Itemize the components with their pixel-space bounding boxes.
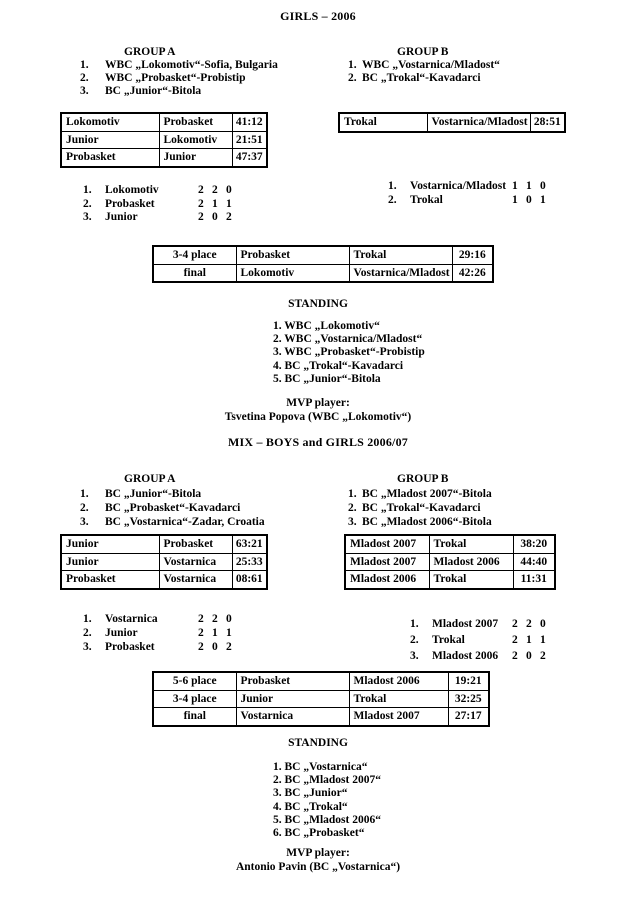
- result-row: [61, 571, 267, 589]
- score-cell: 21:51: [232, 131, 267, 149]
- result-row: [61, 113, 267, 131]
- item-number: 1.: [80, 488, 89, 500]
- home-team-cell: Junior: [61, 535, 159, 553]
- home-team-cell: Trokal: [339, 113, 427, 132]
- rank: 3.: [83, 211, 92, 223]
- wins: 1: [526, 180, 532, 192]
- team-name: Mladost 2006: [432, 650, 499, 662]
- team-name: Vostarnica: [105, 613, 158, 625]
- score-cell: 63:21: [232, 535, 267, 553]
- score-cell: 38:20: [513, 535, 555, 553]
- team-name: BC „Junior“-Bitola: [105, 488, 202, 500]
- team-name: BC „Mladost 2006“-Bitola: [362, 516, 492, 528]
- standings-row: [83, 640, 240, 654]
- mix-standing-list: [273, 761, 381, 840]
- result-row: [61, 131, 267, 149]
- home-team-cell: Probasket: [61, 571, 159, 589]
- team-list-item: [80, 59, 278, 72]
- wins: 2: [212, 613, 218, 625]
- games-played: 2: [198, 184, 204, 196]
- item-number: 3.: [80, 85, 89, 97]
- team-name: Probasket: [105, 641, 155, 653]
- result-row: [61, 149, 267, 167]
- away-team-cell: Vostarnica/Mladost: [427, 113, 530, 132]
- games-played: 1: [512, 180, 518, 192]
- mix-mvp-block: [0, 847, 636, 874]
- team-name: BC „Probasket“-Kavadarci: [105, 502, 241, 514]
- result-row: [345, 535, 555, 553]
- standing-item: 4. BC „Trokal“-Kavadarci: [273, 359, 404, 372]
- mvp-player: Antonio Pavin (BC „Vostarnica“): [235, 860, 401, 873]
- rank: 3.: [410, 650, 419, 662]
- standing-item: 5. BC „Mladost 2006“: [273, 813, 381, 826]
- playoff-row: [153, 264, 493, 282]
- stage-cell: 5-6 place: [153, 672, 236, 690]
- mix-group-a-block: [80, 472, 265, 529]
- standings-row: [410, 648, 554, 664]
- girls-group-b-block: [348, 46, 500, 85]
- mix-group-b-heading: GROUP B: [397, 473, 449, 485]
- team-list-item: [348, 501, 492, 515]
- rank: 1.: [83, 613, 92, 625]
- mix-section-title: MIX – BOYS and GIRLS 2006/07: [228, 435, 408, 449]
- standings-row: [83, 198, 240, 212]
- home-team-cell: Mladost 2007: [345, 553, 429, 571]
- item-number: 2.: [348, 502, 357, 514]
- standing-item: 1. BC „Vostarnica“: [273, 761, 368, 773]
- item-number: 2.: [80, 502, 89, 514]
- item-number: 2.: [348, 72, 357, 84]
- away-team-cell: Trokal: [349, 246, 452, 264]
- team-name: Trokal: [410, 193, 443, 206]
- away-team-cell: Probasket: [159, 535, 232, 553]
- games-played: 2: [512, 650, 518, 662]
- team-name: Junior: [105, 211, 138, 223]
- rank: 2.: [83, 197, 92, 210]
- mix-group-b-results-table: [344, 534, 556, 590]
- mix-group-b-block: [348, 472, 492, 529]
- score-cell: 25:33: [232, 553, 267, 571]
- home-team-cell: Mladost 2006: [345, 571, 429, 589]
- away-team-cell: Mladost 2006: [349, 672, 448, 690]
- standing-item: 6. BC „Probasket“: [273, 827, 365, 840]
- mvp-player: Tsvetina Popova (WBC „Lokomotiv“): [224, 410, 412, 423]
- rank: 1.: [388, 180, 397, 192]
- team-list-item: [80, 85, 278, 98]
- girls-group-b-standings: [388, 180, 554, 207]
- home-team-cell: Vostarnica: [236, 708, 349, 726]
- games-played: 2: [198, 613, 204, 625]
- mix-group-a-results-table: [60, 534, 268, 590]
- score-cell: 27:17: [448, 708, 489, 726]
- team-list-item: [80, 501, 265, 515]
- losses: 1: [226, 197, 232, 210]
- team-list-item: [80, 72, 278, 85]
- rank: 3.: [83, 641, 92, 653]
- rank: 2.: [83, 627, 92, 639]
- away-team-cell: Vostarnica: [159, 571, 232, 589]
- girls-group-a-standings: [83, 184, 240, 225]
- girls-group-b-results-table: [338, 112, 566, 133]
- wins: 1: [212, 627, 218, 639]
- playoff-row: [153, 708, 489, 726]
- home-team-cell: Mladost 2007: [345, 535, 429, 553]
- standings-row: [83, 211, 240, 225]
- score-cell: 41:12: [232, 113, 267, 131]
- girls-standing-list: [273, 320, 425, 386]
- losses: 0: [226, 613, 232, 625]
- result-row: [345, 571, 555, 589]
- home-team-cell: Junior: [236, 690, 349, 708]
- away-team-cell: Trokal: [429, 571, 513, 589]
- games-played: 2: [198, 627, 204, 639]
- score-cell: 28:51: [530, 113, 565, 132]
- standings-row: [388, 194, 554, 208]
- team-name: BC „Trokal“-Kavadarci: [362, 72, 481, 84]
- away-team-cell: Probasket: [159, 113, 232, 131]
- rank: 2.: [410, 634, 419, 646]
- standings-row: [388, 180, 554, 194]
- standing-item: 5. BC „Junior“-Bitola: [273, 372, 381, 385]
- losses: 0: [226, 184, 232, 196]
- team-name: WBC „Vostarnica/Mladost“: [362, 59, 500, 71]
- standing-item: 3. BC „Junior“: [273, 787, 348, 800]
- item-number: 1.: [348, 488, 357, 500]
- standings-row: [83, 184, 240, 198]
- standing-item: 3. WBC „Probasket“-Probistip: [273, 346, 425, 359]
- result-row: [61, 553, 267, 571]
- losses: 1: [540, 193, 546, 206]
- wins: 1: [526, 634, 532, 646]
- losses: 0: [540, 618, 546, 630]
- team-name: BC „Trokal“-Kavadarci: [362, 502, 481, 514]
- wins: 0: [526, 193, 532, 206]
- item-number: 3.: [80, 516, 89, 528]
- team-name: Probasket: [105, 197, 155, 210]
- away-team-cell: Trokal: [429, 535, 513, 553]
- team-list-item: [80, 487, 265, 501]
- standing-item: 2. BC „Mladost 2007“: [273, 774, 381, 787]
- girls-standing-heading: STANDING: [288, 298, 348, 310]
- games-played: 2: [198, 211, 204, 223]
- losses: 1: [540, 634, 546, 646]
- item-number: 2.: [80, 72, 89, 84]
- girls-mvp-block: [0, 397, 636, 424]
- score-cell: 08:61: [232, 571, 267, 589]
- wins: 0: [212, 641, 218, 653]
- wins: 1: [212, 197, 218, 210]
- mix-group-a-standings: [83, 612, 240, 654]
- stage-cell: 3-4 place: [153, 690, 236, 708]
- standing-item: 4. BC „Trokal“: [273, 800, 348, 813]
- mix-playoff-table: [152, 671, 490, 727]
- rank: 2.: [388, 193, 397, 206]
- team-list-item: [80, 515, 265, 529]
- item-number: 3.: [348, 516, 357, 528]
- mix-group-a-heading: GROUP A: [124, 473, 176, 485]
- item-number: 1.: [348, 59, 357, 71]
- result-row: [339, 113, 565, 132]
- away-team-cell: Vostarnica: [159, 553, 232, 571]
- team-list-item: [348, 72, 500, 85]
- losses: 2: [226, 211, 232, 223]
- team-name: BC „Junior“-Bitola: [105, 85, 202, 97]
- home-team-cell: Probasket: [236, 672, 349, 690]
- result-row: [61, 535, 267, 553]
- games-played: 2: [198, 641, 204, 653]
- standings-row: [410, 616, 554, 632]
- home-team-cell: Junior: [61, 131, 159, 149]
- score-cell: 47:37: [232, 149, 267, 167]
- losses: 0: [540, 180, 546, 192]
- away-team-cell: Mladost 2006: [429, 553, 513, 571]
- losses: 2: [226, 641, 232, 653]
- standings-row: [83, 612, 240, 626]
- playoff-row: [153, 246, 493, 264]
- girls-group-b-heading: GROUP B: [397, 46, 449, 58]
- home-team-cell: Junior: [61, 553, 159, 571]
- score-cell: 32:25: [448, 690, 489, 708]
- wins: 2: [212, 184, 218, 196]
- stage-cell: 3-4 place: [153, 246, 236, 264]
- stage-cell: final: [153, 708, 236, 726]
- score-cell: 19:21: [448, 672, 489, 690]
- team-name: Mladost 2007: [432, 618, 499, 630]
- score-cell: 29:16: [452, 246, 493, 264]
- standings-row: [410, 632, 554, 648]
- team-name: Vostarnica/Mladost: [410, 180, 507, 192]
- home-team-cell: Probasket: [236, 246, 349, 264]
- score-cell: 42:26: [452, 264, 493, 282]
- team-name: Trokal: [432, 634, 465, 646]
- stage-cell: final: [153, 264, 236, 282]
- team-name: WBC „Probasket“-Probistip: [105, 72, 246, 84]
- wins: 0: [212, 211, 218, 223]
- standings-row: [83, 626, 240, 640]
- away-team-cell: Vostarnica/Mladost: [349, 264, 452, 282]
- away-team-cell: Lokomotiv: [159, 131, 232, 149]
- home-team-cell: Lokomotiv: [61, 113, 159, 131]
- losses: 2: [540, 650, 546, 662]
- games-played: 2: [198, 197, 204, 210]
- home-team-cell: Probasket: [61, 149, 159, 167]
- team-name: WBC „Lokomotiv“-Sofia, Bulgaria: [105, 59, 278, 71]
- team-name: Lokomotiv: [105, 184, 159, 196]
- team-name: Junior: [105, 627, 138, 639]
- score-cell: 44:40: [513, 553, 555, 571]
- losses: 1: [226, 627, 232, 639]
- wins: 0: [526, 650, 532, 662]
- team-list-item: [348, 515, 492, 529]
- girls-group-a-results-table: [60, 112, 268, 168]
- games-played: 2: [512, 618, 518, 630]
- team-list-item: [348, 487, 492, 501]
- score-cell: 11:31: [513, 571, 555, 589]
- away-team-cell: Junior: [159, 149, 232, 167]
- mvp-label: MVP player:: [286, 847, 350, 859]
- standing-item: 2. WBC „Vostarnica/Mladost“: [273, 333, 423, 346]
- girls-group-a-heading: GROUP A: [124, 46, 176, 58]
- away-team-cell: Mladost 2007: [349, 708, 448, 726]
- item-number: 1.: [80, 59, 89, 71]
- girls-playoff-table: [152, 245, 494, 283]
- mix-standing-heading: STANDING: [288, 737, 348, 749]
- playoff-row: [153, 690, 489, 708]
- girls-section-title: GIRLS – 2006: [280, 9, 356, 23]
- standing-item: 1. WBC „Lokomotiv“: [273, 320, 380, 332]
- team-name: BC „Vostarnica“-Zadar, Croatia: [105, 516, 265, 528]
- away-team-cell: Trokal: [349, 690, 448, 708]
- team-list-item: [348, 59, 500, 72]
- wins: 2: [526, 618, 532, 630]
- home-team-cell: Lokomotiv: [236, 264, 349, 282]
- team-name: BC „Mladost 2007“-Bitola: [362, 488, 492, 500]
- mvp-label: MVP player:: [286, 397, 350, 409]
- rank: 1.: [83, 184, 92, 196]
- games-played: 1: [512, 193, 518, 206]
- mix-group-b-standings: [410, 616, 554, 664]
- games-played: 2: [512, 634, 518, 646]
- girls-group-a-block: [80, 46, 278, 98]
- result-row: [345, 553, 555, 571]
- playoff-row: [153, 672, 489, 690]
- rank: 1.: [410, 618, 419, 630]
